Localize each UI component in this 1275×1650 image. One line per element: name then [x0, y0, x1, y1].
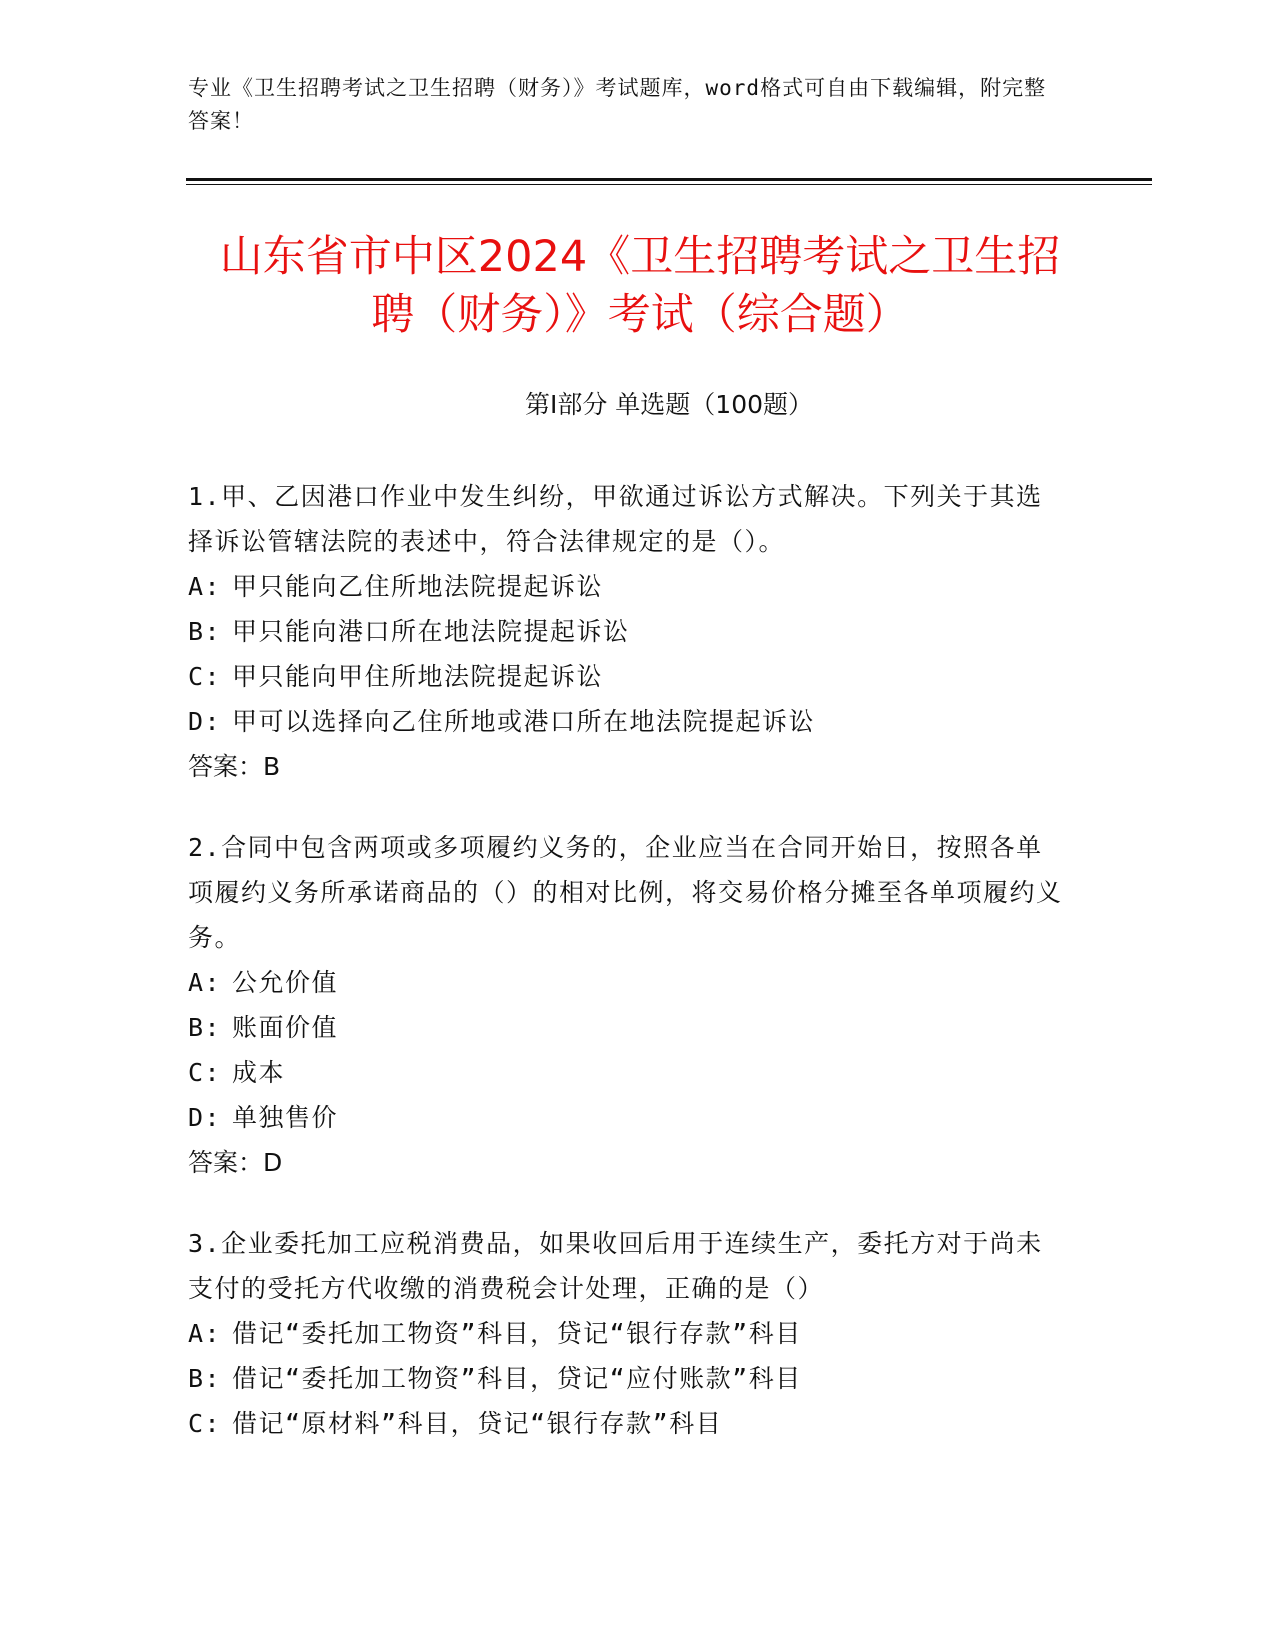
header-divider-thin	[186, 184, 1152, 185]
question-1	[188, 474, 1068, 789]
option-text: 单独售价	[232, 1103, 339, 1132]
option-a	[188, 1311, 1068, 1356]
document-title	[160, 228, 1120, 344]
question-text: 3.企业委托加工应税消费品，如果收回后用于连续生产，委托方对于尚未支付的受托方代收缴的消费税会计处理，正确的是（）	[188, 1229, 1043, 1303]
option-b	[188, 1005, 1068, 1050]
option-key: B:	[188, 1364, 222, 1393]
option-key: D:	[188, 707, 222, 736]
option-key: A:	[188, 572, 222, 601]
option-b	[188, 609, 1068, 654]
option-text: 借记“委托加工物资”科目，贷记“应付账款”科目	[232, 1364, 802, 1393]
option-text: 甲只能向乙住所地法院提起诉讼	[232, 572, 604, 601]
document-title-line-2: 聘（财务）》考试（综合题）	[371, 290, 909, 340]
answer: 答案：B	[188, 752, 281, 781]
option-key: C:	[188, 1409, 222, 1438]
option-key: C:	[188, 1058, 222, 1087]
option-text: 公允价值	[232, 968, 339, 997]
option-text: 借记“委托加工物资”科目，贷记“银行存款”科目	[232, 1319, 802, 1348]
question-text: 2.合同中包含两项或多项履约义务的，企业应当在合同开始日，按照各单项履约义务所承诺商品的（）的相对比例，将交易价格分摊至各单项履约义务。	[188, 833, 1063, 952]
option-a	[188, 960, 1068, 1005]
option-text: 账面价值	[232, 1013, 339, 1042]
question-2	[188, 825, 1068, 1185]
option-key: A:	[188, 1319, 222, 1348]
document-title-line-1: 山东省市中区2024《卫生招聘考试之卫生招	[219, 232, 1061, 282]
option-key: D:	[188, 1103, 222, 1132]
option-a	[188, 564, 1068, 609]
option-b	[188, 1356, 1068, 1401]
answer: 答案：D	[188, 1148, 283, 1177]
question-list	[188, 474, 1068, 1482]
option-d	[188, 1095, 1068, 1140]
header-divider-thick	[186, 178, 1152, 181]
option-text: 成本	[232, 1058, 286, 1087]
question-text: 1.甲、乙因港口作业中发生纠纷，甲欲通过诉讼方式解决。下列关于其选择诉讼管辖法院的表述中，符合法律规定的是（）。	[188, 482, 1043, 556]
option-key: B:	[188, 617, 222, 646]
header-note: 专业《卫生招聘考试之卫生招聘（财务）》考试题库，word格式可自由下载编辑，附完整答案！	[188, 76, 1047, 133]
option-key: A:	[188, 968, 222, 997]
option-text: 甲只能向甲住所地法院提起诉讼	[232, 662, 604, 691]
option-text: 甲可以选择向乙住所地或港口所在地法院提起诉讼	[232, 707, 816, 736]
option-c	[188, 654, 1068, 699]
option-d	[188, 699, 1068, 744]
section-title: 第Ⅰ部分 单选题（100题）	[524, 390, 814, 419]
option-key: B:	[188, 1013, 222, 1042]
option-text: 甲只能向港口所在地法院提起诉讼	[232, 617, 630, 646]
question-3	[188, 1221, 1068, 1446]
option-text: 借记“原材料”科目，贷记“银行存款”科目	[232, 1409, 723, 1438]
option-c	[188, 1401, 1068, 1446]
option-c	[188, 1050, 1068, 1095]
option-key: C:	[188, 662, 222, 691]
